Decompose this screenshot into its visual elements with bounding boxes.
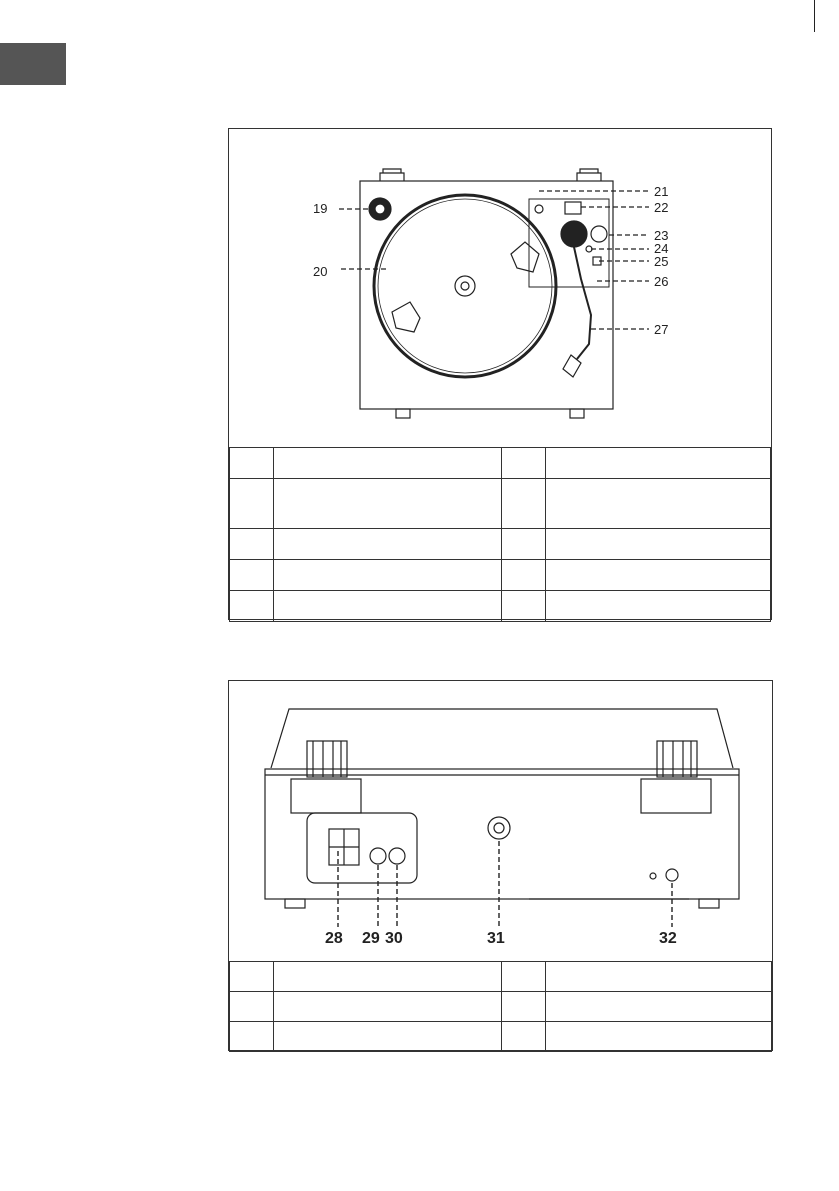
- platter-rim: [378, 199, 552, 373]
- cell-num: [502, 448, 546, 479]
- cell-num: [230, 962, 274, 992]
- turntable-rear-view-diagram: [229, 681, 774, 961]
- rca-right: [389, 848, 405, 864]
- rca-left: [370, 848, 386, 864]
- adapter-knob-center: [375, 204, 385, 214]
- cell-num: [502, 992, 546, 1022]
- cueing-lever: [535, 205, 543, 213]
- callout-28: 28: [325, 930, 343, 947]
- callout-32: 32: [659, 930, 677, 947]
- tonearm-rest: [565, 202, 581, 214]
- connection-panel: [307, 813, 417, 883]
- foot-right: [570, 409, 584, 418]
- cell-num: [502, 1022, 546, 1052]
- cell-num: [230, 560, 274, 591]
- cell-num: [502, 529, 546, 560]
- cell-text: [274, 529, 502, 560]
- cell-text: [546, 591, 771, 622]
- callout-19: 19: [313, 201, 328, 216]
- cell-text: [274, 560, 502, 591]
- callout-29: 29: [362, 930, 380, 947]
- cell-text: [546, 560, 771, 591]
- cell-num: [502, 591, 546, 622]
- callout-21: 21: [654, 184, 669, 199]
- hinge-right: [577, 169, 601, 181]
- spindle: [461, 282, 469, 290]
- cell-text: [274, 1022, 502, 1052]
- top-view-panel: [228, 128, 772, 620]
- table-row: [230, 448, 771, 479]
- indicator: [650, 873, 656, 879]
- spindle-outer: [455, 276, 475, 296]
- foot-right: [699, 899, 719, 908]
- callout-26: 26: [654, 274, 669, 289]
- usb-port: [666, 869, 678, 881]
- legend-table-bottom: [229, 961, 772, 1052]
- table-row: [230, 992, 772, 1022]
- language-tab: [0, 43, 66, 85]
- table-row: [230, 529, 771, 560]
- cell-num: [230, 591, 274, 622]
- cell-num: [230, 479, 274, 529]
- cell-text: [274, 448, 502, 479]
- record-clamp-1: [511, 242, 539, 272]
- tonearm-counterweight: [561, 221, 587, 247]
- callout-22: 22: [654, 200, 669, 215]
- cell-num: [502, 962, 546, 992]
- speed-selector: [591, 226, 607, 242]
- cell-text: [274, 591, 502, 622]
- cell-text: [274, 479, 502, 529]
- hinge-plate-right: [641, 779, 711, 813]
- table-row: [230, 1022, 772, 1052]
- cell-text: [546, 448, 771, 479]
- cell-text: [274, 962, 502, 992]
- page-edge-rule: [0, 0, 815, 32]
- hinge-plate-left: [291, 779, 361, 813]
- ground-terminal-center: [494, 823, 504, 833]
- cell-num: [502, 560, 546, 591]
- callout-23: 23: [654, 228, 669, 243]
- rear-view-panel: [228, 680, 773, 1051]
- cell-num: [502, 479, 546, 529]
- record-clamp-2: [392, 302, 420, 332]
- cell-text: [546, 962, 772, 992]
- cell-text: [274, 992, 502, 1022]
- foot-left: [285, 899, 305, 908]
- callout-20: 20: [313, 264, 328, 279]
- legend-table-top: [229, 447, 771, 622]
- cell-text: [546, 479, 771, 529]
- table-row: [230, 560, 771, 591]
- hinge-left: [380, 169, 404, 181]
- turntable-top-view-diagram: [229, 129, 773, 447]
- callout-24: 24: [654, 241, 669, 256]
- table-row: [230, 962, 772, 992]
- cell-text: [546, 992, 772, 1022]
- table-row: [230, 479, 771, 529]
- callout-31: 31: [487, 930, 505, 947]
- cell-num: [230, 1022, 274, 1052]
- cell-text: [546, 529, 771, 560]
- callout-30: 30: [385, 930, 403, 947]
- cell-num: [230, 992, 274, 1022]
- table-row: [230, 591, 771, 622]
- tonearm: [574, 247, 591, 359]
- cell-text: [546, 1022, 772, 1052]
- cell-num: [230, 529, 274, 560]
- cell-num: [230, 448, 274, 479]
- callout-25: 25: [654, 254, 669, 269]
- dust-cover: [271, 709, 733, 768]
- ground-terminal: [488, 817, 510, 839]
- callout-27: 27: [654, 322, 669, 337]
- foot-left: [396, 409, 410, 418]
